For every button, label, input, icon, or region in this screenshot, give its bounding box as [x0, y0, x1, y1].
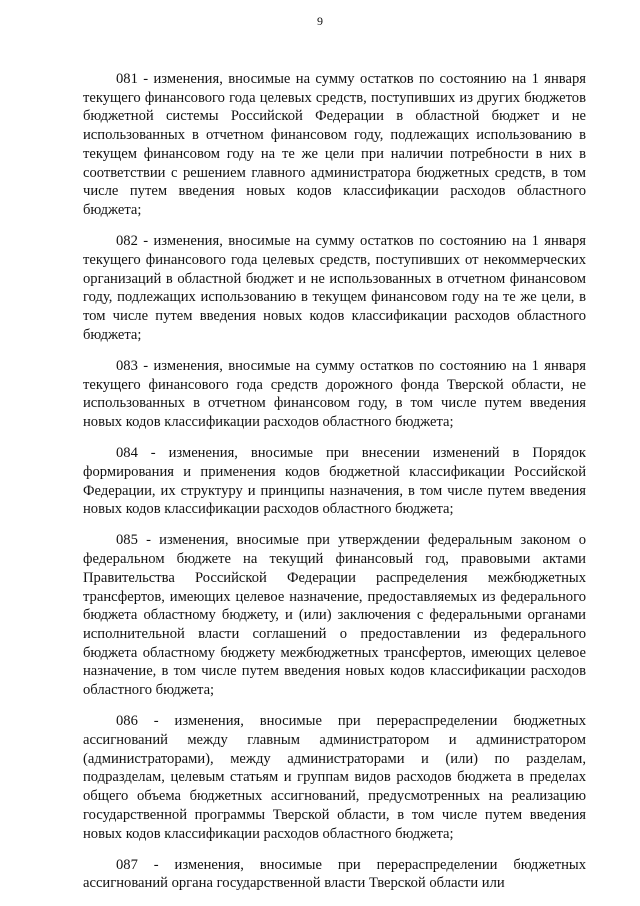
paragraph-085: 085 - изменения, вносимые при утверждении федеральным законом о федеральном бюджете на текущий финансовый год, правовыми актами Правительства Российской Федерации распределения межбюджетных трансфертов, имеющих целевое назначение, предоставляемых из федерального бюджета областному бюджету, и (или) заключения с федеральными органами исполнительной власти соглашений о предоставлении из федерального бюджета областному бюджету межбюджетных трансфертов, имеющих целевое назначение, в том числе путем введения новых кодов классификации расходов областного бюджета; [83, 532, 586, 699]
paragraph-087: 087 - изменения, вносимые при перераспределении бюджетных ассигнований органа государственной власти Тверской области или [83, 856, 586, 892]
page-number: 9 [317, 14, 323, 28]
paragraph-081: 081 - изменения, вносимые на сумму остатков по состоянию на 1 января текущего финансового года целевых средств, поступивших из других бюджетов бюджетной системы Российской Федерации в областной бюджет и не использованных в отчетном финансовом году, подлежащих использованию в текущем финансовом году на те же цели при наличии потребности в них в соответствии с решением главного администратора бюджетных средств, в том числе путем введения новых кодов классификации расходов областного бюджета; [83, 71, 586, 218]
paragraph-082: 082 - изменения, вносимые на сумму остатков по состоянию на 1 января текущего финансового года целевых средств, поступивших от некоммерческих организаций в областной бюджет и не использованных в отчетном финансовом году, подлежащих использованию в текущем финансовом году на те же цели, в том числе путем введения новых кодов классификации расходов областного бюджета; [83, 233, 586, 343]
paragraph-086: 086 - изменения, вносимые при перераспределении бюджетных ассигнований между главным администратором и администратором (администраторами), между администраторами и (или) по разделам, подразделам, целевым статьям и группам видов расходов бюджета в пределах общего объема бюджетных ассигнований, предусмотренных на реализацию государственной программы Тверской области, в том числе путем введения новых кодов классификации расходов областного бюджета; [83, 713, 586, 842]
document-body [83, 70, 586, 906]
paragraph-084: 084 - изменения, вносимые при внесении изменений в Порядок формирования и применения кодов бюджетной классификации Российской Федерации, их структуру и принципы назначения, в том числе путем введения новых кодов классификации расходов областного бюджета; [83, 445, 586, 518]
paragraph-083: 083 - изменения, вносимые на сумму остатков по состоянию на 1 января текущего финансового года средств дорожного фонда Тверской области, не использованных в отчетном финансовом году, в том числе путем введения новых кодов классификации расходов областного бюджета; [83, 357, 586, 430]
